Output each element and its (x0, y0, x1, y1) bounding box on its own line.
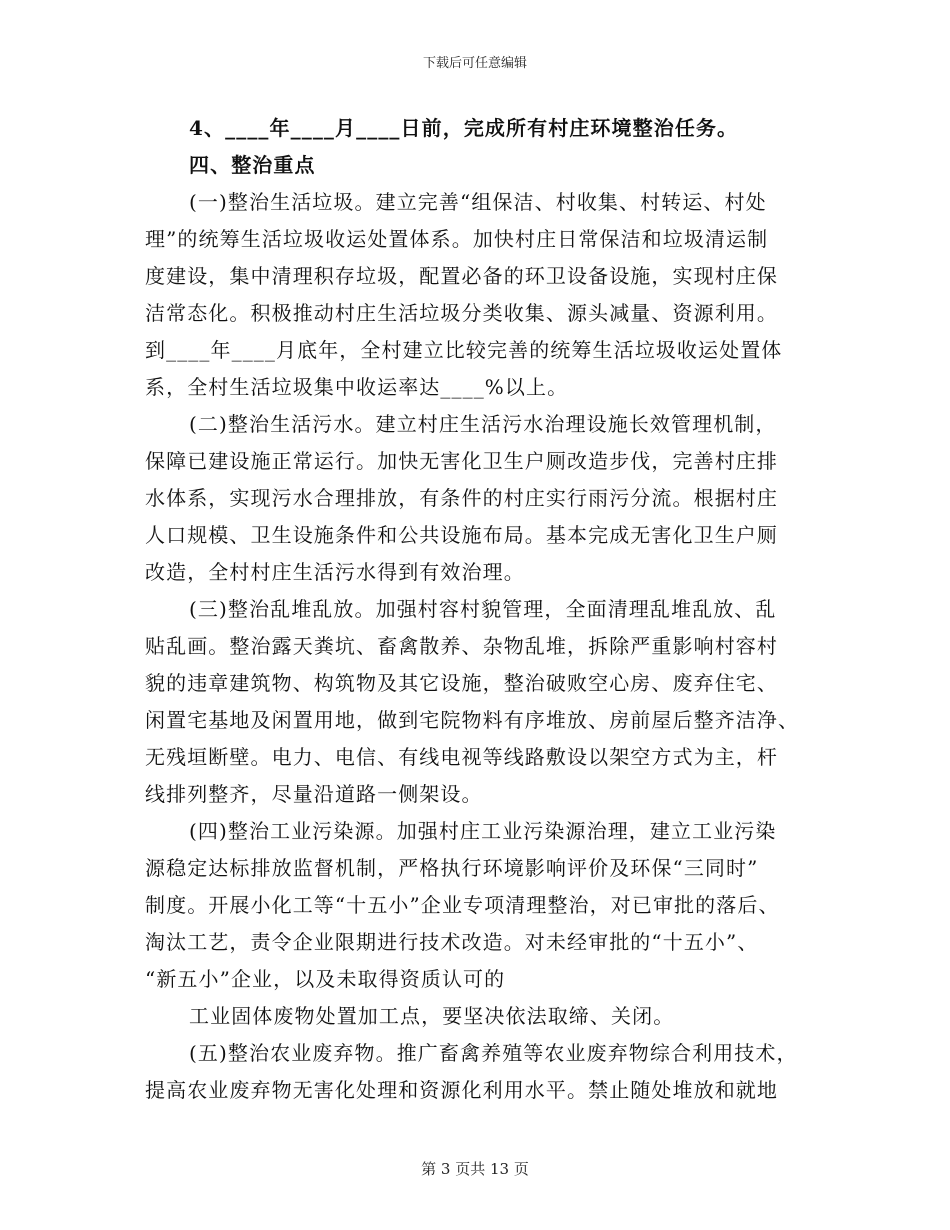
text-line: 理”的统筹生活垃圾收运处置体系。加快村庄日常保洁和垃圾清运制 (145, 227, 769, 251)
text-line: 保障已建设施正常运行。加快无害化卫生户厕改造步伐，完善村庄排 (145, 449, 778, 473)
text-line: 无残垣断壁。电力、电信、有线电视等线路敷设以架空方式为主，杆 (145, 745, 778, 769)
text-line: 线排列整齐，尽量沿道路一侧架设。 (145, 782, 483, 806)
text-line: 系，全村生活垃圾集中收运率达____%以上。 (145, 375, 569, 399)
text-line: 4、____年____月____日前，完成所有村庄环境整治任务。 (189, 116, 739, 140)
text-line: 工业固体废物处置加工点，要坚决依法取缔、关闭。 (189, 1004, 675, 1028)
section-heading: 四、整治重点 (189, 153, 316, 177)
text-line: (五)整治农业废弃物。推广畜禽养殖等农业废弃物综合利用技术， (189, 1041, 798, 1065)
document-body (145, 110, 805, 1109)
text-line: 提高农业废弃物无害化处理和资源化利用水平。禁止随处堆放和就地 (145, 1078, 778, 1102)
text-line: (二)整治生活污水。建立村庄生活污水治理设施长效管理机制， (189, 412, 777, 436)
text-line: “新五小”企业，以及未取得资质认可的 (145, 967, 506, 991)
text-line: 洁常态化。积极推动村庄生活垃圾分类收集、源头减量、资源利用。 (145, 301, 778, 325)
page-header: 下载后可任意编辑 (422, 56, 527, 71)
text-line: 水体系，实现污水合理排放，有条件的村庄实行雨污分流。根据村庄 (145, 486, 778, 510)
text-line: (一)整治生活垃圾。建立完善“组保洁、村收集、村转运、村处 (189, 190, 767, 214)
text-line: 淘汰工艺，责令企业限期进行技术改造。对未经审批的“十五小”、 (145, 930, 759, 954)
text-line: 源稳定达标排放监督机制，严格执行环境影响评价及环保“三同时” (145, 856, 759, 880)
text-line: 人口规模、卫生设施条件和公共设施布局。基本完成无害化卫生户厕 (145, 523, 778, 547)
text-line: 到____年____月底年，全村建立比较完善的统筹生活垃圾收运处置体 (145, 338, 783, 362)
text-line: 改造，全村村庄生活污水得到有效治理。 (145, 560, 525, 584)
text-line: 貌的违章建筑物、构筑物及其它设施，整治破败空心房、废弃住宅、 (145, 671, 778, 695)
text-line: 制度。开展小化工等“十五小”企业专项清理整治，对已审批的落后、 (145, 893, 780, 917)
text-line: 度建设，集中清理积存垃圾，配置必备的环卫设备设施，实现村庄保 (145, 264, 778, 288)
text-line: (三)整治乱堆乱放。加强村容村貌管理，全面清理乱堆乱放、乱 (189, 597, 777, 621)
text-line: 贴乱画。整治露天粪坑、畜禽散养、杂物乱堆，拆除严重影响村容村 (145, 634, 778, 658)
text-line: 闲置宅基地及闲置用地，做到宅院物料有序堆放、房前屋后整齐洁净、 (145, 708, 800, 732)
page-footer: 第 3 页共 13 页 (421, 1160, 529, 1178)
text-line: (四)整治工业污染源。加强村庄工业污染源治理，建立工业污染 (189, 819, 777, 843)
